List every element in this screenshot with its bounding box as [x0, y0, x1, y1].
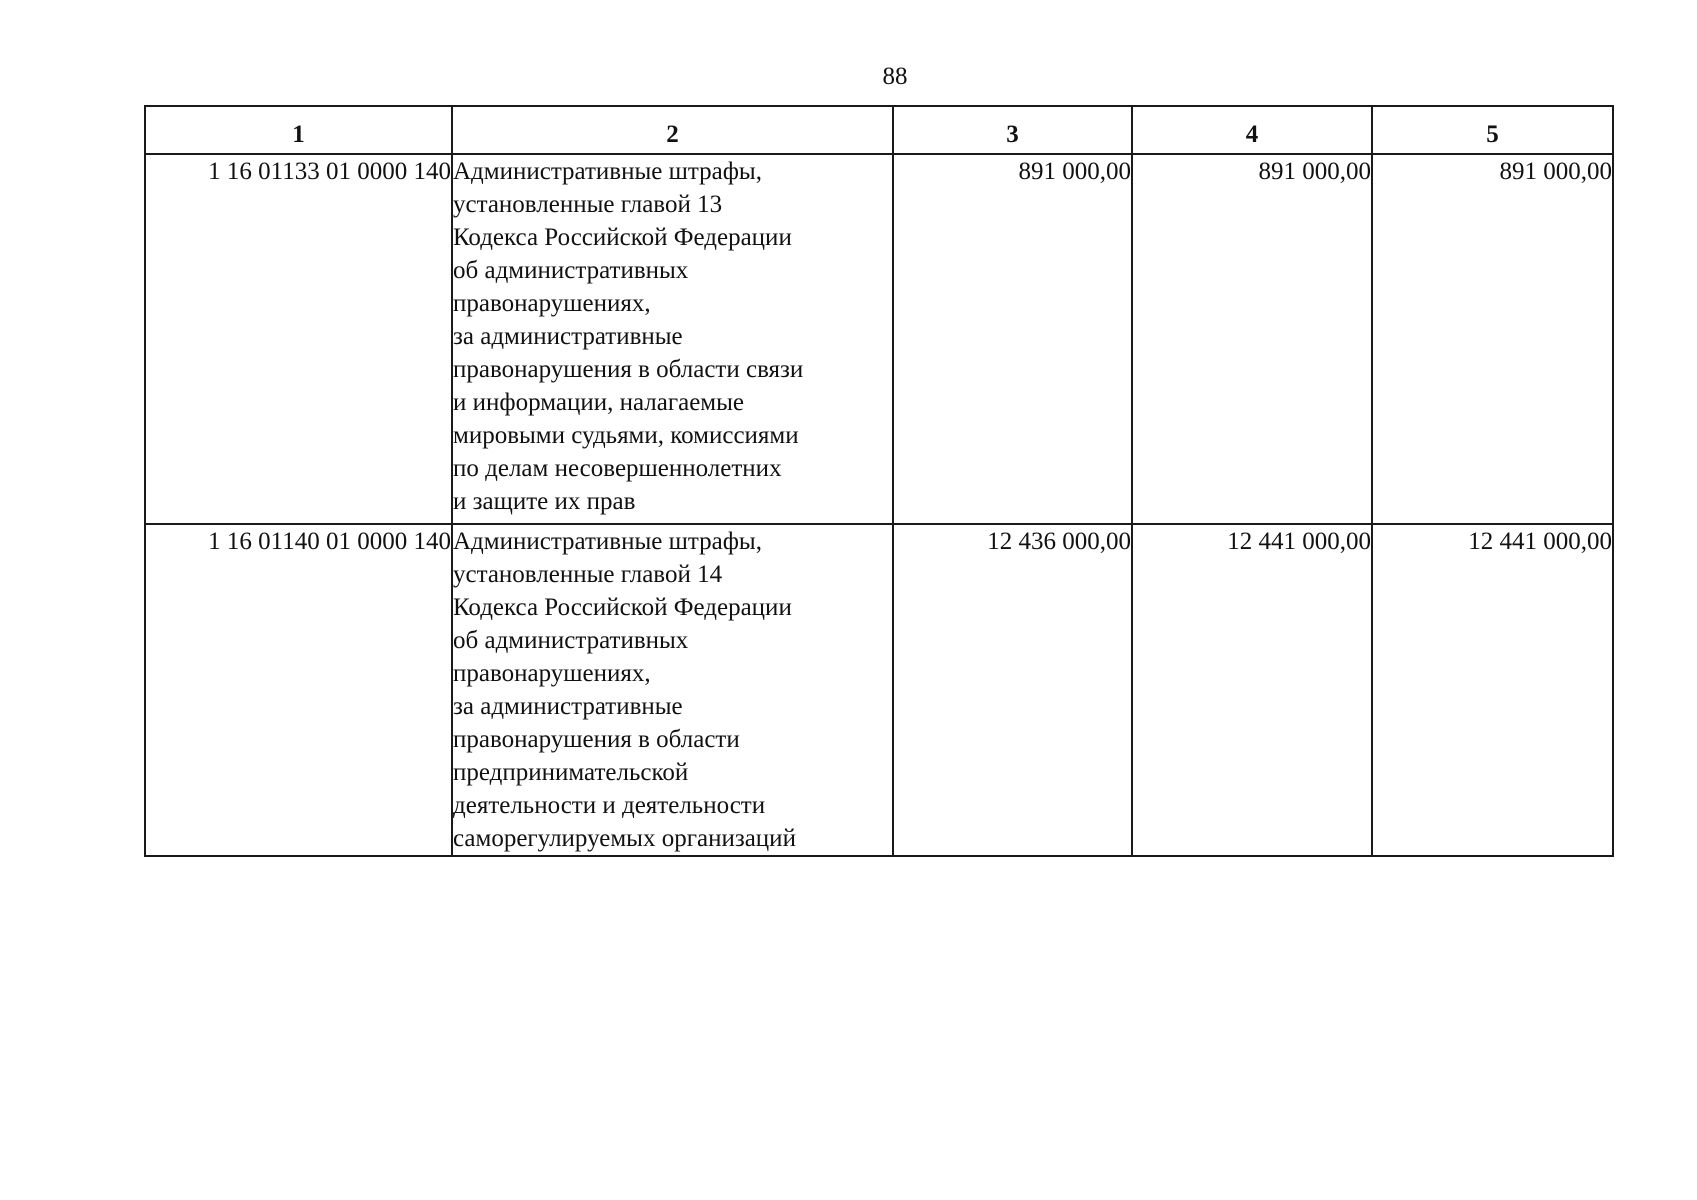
- description-line: об административных: [453, 257, 689, 284]
- amount-col-5: 12 441 000,00: [1372, 524, 1613, 856]
- header-col-1: 1: [145, 106, 452, 154]
- description-line: и защите их прав: [453, 488, 636, 515]
- description-line: Кодекса Российской Федерации: [453, 594, 792, 621]
- amount-col-4: 891 000,00: [1132, 154, 1372, 524]
- description-line: установленные главой 13: [453, 191, 723, 218]
- table-row: [145, 154, 1613, 524]
- description-line: правонарушениях,: [453, 660, 651, 687]
- amount-col-5: 891 000,00: [1372, 154, 1613, 524]
- description-line: по делам несовершеннолетних: [453, 455, 782, 482]
- description-line: Кодекса Российской Федерации: [453, 224, 792, 251]
- description-line: установленные главой 14: [453, 561, 723, 588]
- description-cell: [452, 524, 893, 856]
- header-col-4: 4: [1132, 106, 1372, 154]
- description-line: Административные штрафы,: [453, 158, 762, 185]
- description-line: деятельности и деятельности: [453, 792, 766, 819]
- description-line: за административные: [453, 693, 683, 720]
- description-line: предпринимательской: [453, 759, 689, 786]
- description-line: за административные: [453, 323, 683, 350]
- budget-code-cell: 1 16 01140 01 0000 140: [145, 524, 452, 856]
- description-cell: [452, 154, 893, 524]
- description-line: правонарушения в области связи: [453, 356, 804, 383]
- description-line: мировыми судьями, комиссиями: [453, 422, 799, 449]
- amount-col-3: 891 000,00: [893, 154, 1132, 524]
- page-number: 88: [882, 63, 908, 90]
- budget-table: [144, 105, 1614, 857]
- header-col-5: 5: [1372, 106, 1613, 154]
- description-line: и информации, налагаемые: [453, 389, 745, 416]
- header-row: [145, 106, 1613, 154]
- description-line: правонарушения в области: [453, 726, 740, 753]
- header-col-2: 2: [452, 106, 893, 154]
- budget-code-cell: 1 16 01133 01 0000 140: [145, 154, 452, 524]
- description-line: Административные штрафы,: [453, 528, 762, 555]
- amount-col-3: 12 436 000,00: [893, 524, 1132, 856]
- description-line: правонарушениях,: [453, 290, 651, 317]
- description-line: саморегулируемых организаций: [453, 825, 796, 852]
- header-col-3: 3: [893, 106, 1132, 154]
- description-line: об административных: [453, 627, 689, 654]
- amount-col-4: 12 441 000,00: [1132, 524, 1372, 856]
- table-row: [145, 524, 1613, 856]
